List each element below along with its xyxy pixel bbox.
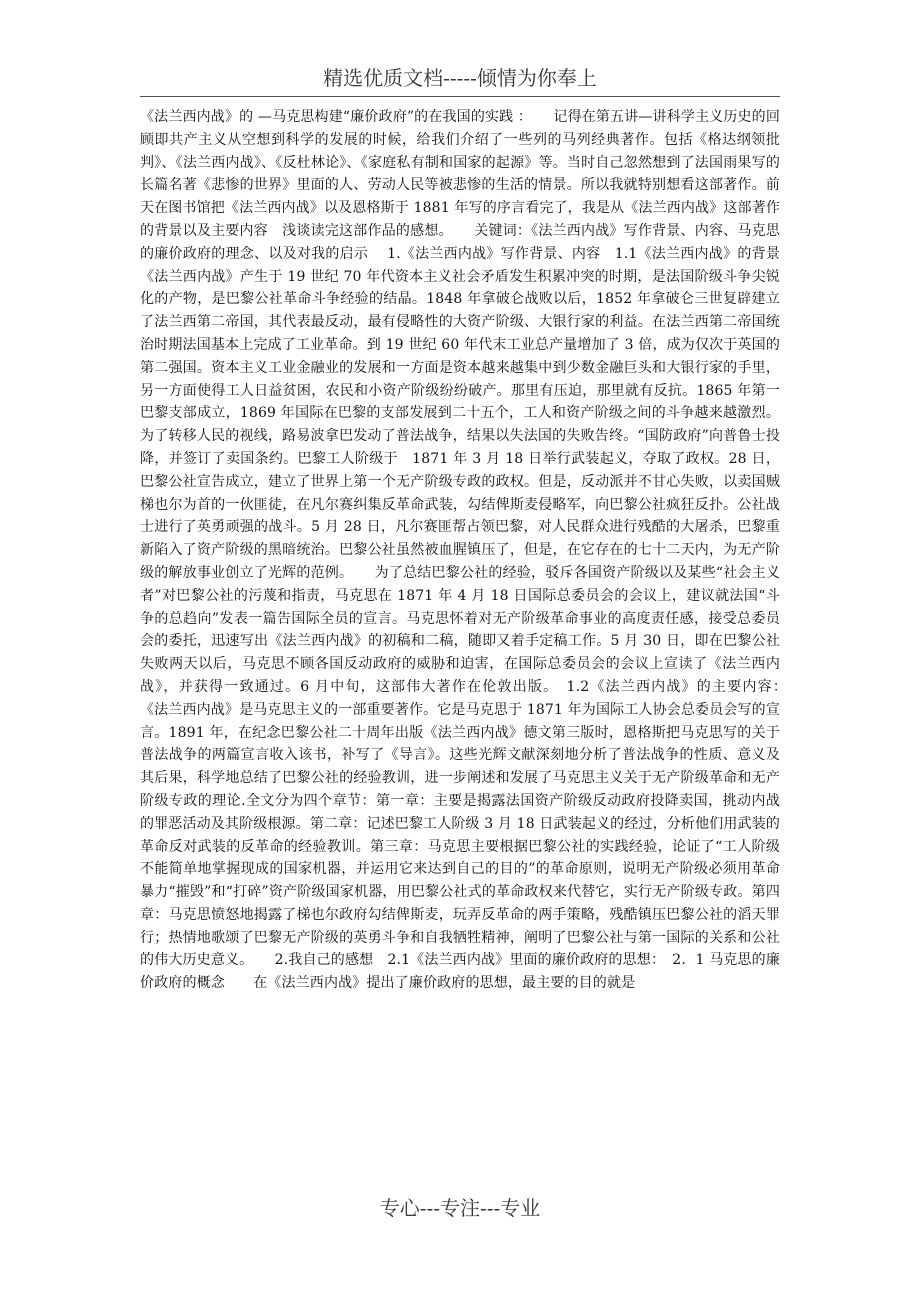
document-body-text: 《法兰西内战》的 —马克思构建“廉价政府”的在我国的实践 ： 记得在第五讲—讲科学主义历史的回顾即共产主义从空想到科学的发展的时候，给我们介绍了一些列的马列经典著作。包括《格达纲领批判》、《法兰西内战》、《反杜林论》、《家庭私有制和国家的起源》等。当时自己忽然想到了法国雨果写的长篇名著《悲惨的世界》里面的人、劳动人民等被悲惨的生活的情景。所以我就特别想看这部著作。前天在图书馆把《法兰西内战》以及恩格斯于 1881 年写的序言看完了，我是从《法兰西内战》这部著作的背景以及主要内容 浅谈读完这部作品的感想。 关键词：《法兰西内战》写作背景、内容、马克思的廉价政府的理念、以及对我的启示 1.《法兰西内战》写作背景、内容 1.1《法兰西内战》的背景 《法兰西内战》产生于 19 世纪 70 年代资本主义社会矛盾发生积累冲突的时期，是法国阶级斗争尖锐化的产物，是巴黎公社革命斗争经验的结晶。1848 年拿破仑战败以后，1852 年拿破仑三世复辟建立了法兰西第二帝国，其代表最反动，最有侵略性的大资产阶级、大银行家的利益。在法兰西第二帝国统治时期法国基本上完成了工业革命。到 19 世纪 60 年代末工业总产量增加了 3 倍，成为仅次于英国的第二强国。资本主义工业金融业的发展和一方面是资本越来越集中到少数金融巨头和大银行家的手里，另一方面使得工人日益贫困，农民和小资产阶级纷纷破产。那里有压迫，那里就有反抗。1865 年第一巴黎支部成立，1869 年国际在巴黎的支部发展到二十五个，工人和资产阶级之间的斗争越来越激烈。为了转移人民的视线，路易波拿巴发动了普法战争，结果以失法国的失败告终。“国防政府”向普鲁士投降，并签订了卖国条约。巴黎工人阶级于 1871 年 3 月 18 日举行武装起义，夺取了政权。28 日，巴黎公社宣告成立，建立了世界上第一个无产阶级专政的政权。但是，反动派并不甘心失败，以卖国贼梯也尔为首的一伙匪徒，在凡尔赛纠集反革命武装，勾结俾斯麦侵略军，向巴黎公社疯狂反扑。公社战士进行了英勇顽强的战斗。5 月 28 日，凡尔赛匪帮占领巴黎，对人民群众进行残酷的大屠杀，巴黎重新陷入了资产阶级的黑暗统治。巴黎公社虽然被血腥镇压了，但是，在它存在的七十二天内，为无产阶级的解放事业创立了光辉的范例。 为了总结巴黎公社的经验，驳斥各国资产阶级以及某些“社会主义者”对巴黎公社的污蔑和指责，马克思在 1871 年 4 月 18 日国际总委员会的会议上，建议就法国“斗争的总趋向”发表一篇告国际全员的宣言。马克思怀着对无产阶级革命事业的高度责任感，接受总委员会的委托，迅速写出《法兰西内战》的初稿和二稿，随即又着手定稿工作。5 月 30 日，即在巴黎公社失败两天以后，马克思不顾各国反动政府的威胁和迫害，在国际总委员会的会议上宣读了《法兰西内战》，并获得一致通过。6 月中旬，这部伟大著作在伦敦出版。 1.2《法兰西内战》的主要内容： 《法兰西内战》是马克思主义的一部重要著作。它是马克思于 1871 年为国际工人协会总委员会写的宣言。1891 年，在纪念巴黎公社二十周年出版《法兰西内战》德文第三版时，恩格斯把马克思写的关于普法战争的两篇宣言收入该书，补写了《导言》。这些光辉文献深刻地分析了普法战争的性质、意义及其后果，科学地总结了巴黎公社的经验教训，进一步阐述和发展了马克思主义关于无产阶级革命和无产阶级专政的理论.全文分为四个章节：第一章：主要是揭露法国资产阶级反动政府投降卖国，挑动内战的罪恶活动及其阶级根源。第二章：记述巴黎工人阶级 3 月 18 日武装起义的经过，分析他们用武装的革命反对武装的反革命的经验教训。第三章：马克思主要根据巴黎公社的实践经验，论证了“工人阶级不能简单地掌握现成的国家机器，并运用它来达到自己的目的”的革命原则，说明无产阶级必须用革命暴力“摧毁”和“打碎”资产阶级国家机器，用巴黎公社式的革命政权来代替它，实行无产阶级专政。第四章：马克思愤怒地揭露了梯也尔政府勾结俾斯麦，玩弄反革命的两手策略，残酷镇压巴黎公社的滔天罪行；热情地歌颂了巴黎无产阶级的英勇斗争和自我牺牲精神，阐明了巴黎公社与第一国际的关系和公社的伟大历史意义。 2.我自己的感想 2.1《法兰西内战》里面的廉价政府的思想： 2．1 马克思的廉价政府的概念 在《法兰西内战》提出了廉价政府的思想，最主要的目的就是 [140, 109, 809, 992]
page-footer: 专心---专注---专业 [379, 1196, 541, 1220]
header-divider [140, 96, 780, 97]
page-header: 精选优质文档-----倾情为你奉上 [323, 66, 597, 90]
